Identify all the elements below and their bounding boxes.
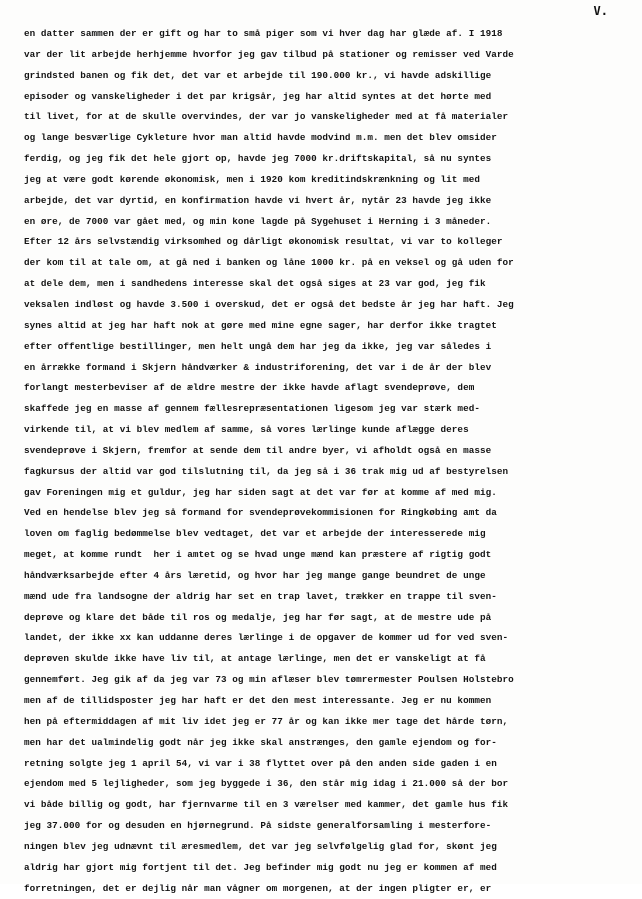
text-line: til livet, for at de skulle overvindes, der var jo vanskeligheder med at få materialer [24, 111, 509, 123]
text-line: ejendom med 5 lejligheder, som jeg byggede i 36, den står mig idag i 21.000 så der bor [24, 778, 509, 790]
text-line: hen på eftermiddagen af mit liv idet jeg er 77 år og kan ikke mer tage det hårde tørn, [24, 715, 509, 727]
text-line: at dele dem, men i sandhedens interesse skal det også siges at 23 var god, jeg fik [24, 278, 486, 290]
body-text [24, 24, 624, 899]
text-line: en datter sammen der er gift og har to små piger som vi hver dag har glæde af. I 1918 [24, 28, 503, 39]
text-line: men har det ualmindelig godt når jeg ikke skal anstrænges, den gamle ejendom og for- [24, 736, 497, 748]
text-line: men af de tillidsposter jeg har haft er det den mest interessante. Jeg er nu kommen [24, 695, 492, 706]
text-line: landet, der ikke xx kan uddanne deres lærlinge i de opgaver de kommer ud for ved sven- [24, 632, 509, 644]
text-line: ningen blev jeg udnævnt til æresmedlem, det var jeg selvfølgelig glad for, skønt jeg [24, 840, 497, 852]
text-line: meget, at komme rundt her i amtet og se hvad unge mænd kan præstere af rigtig godt [24, 549, 492, 561]
text-line: jeg at være godt kørende økonomisk, men i 1920 kom kreditindskrænkning og lit med [24, 173, 480, 185]
text-line: en årrække formand i Skjern håndværker & industriforening, det var i de år der blev [24, 361, 492, 373]
text-line: deprøve og klare det både til ros og medalje, jeg har før sagt, at de mestre ude på [24, 611, 492, 623]
text-line: og lange besværlige Cykleture hvor man altid havde modvind m.m. men det blev omsider [24, 132, 497, 144]
text-line: synes altid at jeg har haft nok at gøre med mine egne sager, har derfor ikke tragtet [24, 319, 497, 331]
text-line: gav Foreningen mig et guldur, jeg har siden sagt at det var før at komme af med mig. [24, 486, 497, 498]
text-line: Ved en hendelse blev jeg så formand for svendeprøvekommisionen for Ringkøbing amt da [24, 507, 497, 519]
text-line: fagkursus der altid var god tilslutning til, da jeg så i 36 trak mig ud af bestyrelsen [24, 465, 509, 477]
text-line: forlangt mesterbeviser af de ældre mestre der ikke havde aflagt svendeprøve, dem [24, 382, 475, 394]
text-line: virkende til, at vi blev medlem af samme, så vores lærlinge kunde aflægge deres [24, 424, 469, 436]
text-line: grindsted banen og fik det, det var et arbejde til 190.000 kr., vi havde adskillige [24, 69, 492, 81]
text-line: deprøven skulde ikke have liv til, at antage lærlinge, men det er vanskeligt at få [24, 653, 486, 665]
page-number: V. [593, 4, 608, 18]
text-line: var der lit arbejde herhjemme hvorfor jeg gav tilbud på stationer og remisser ved Varde [24, 48, 514, 60]
text-line: vi både billig og godt, har fjernvarme til en 3 værelser med kammer, det gamle hus fik [24, 799, 509, 811]
text-line: Efter 12 års selvstændig virksomhed og dårligt økonomisk resultat, vi var to kolleger [24, 236, 503, 248]
text-line: aldrig har gjort mig fortjent til det. Jeg befinder mig godt nu jeg er kommen af med [24, 861, 497, 873]
text-line: gennemført. Jeg gik af da jeg var 73 og min aflæser blev tømrermester Poulsen Holstebro [24, 674, 514, 686]
text-line: mænd ude fra landsogne der aldrig har set en trap lavet, trækker en trappe til sven- [24, 590, 497, 602]
text-line: ferdig, og jeg fik det hele gjort op, havde jeg 7000 kr.driftskapital, så nu syntes [24, 153, 492, 165]
text-line: jeg 37.000 for og desuden en hjørnegrund. På sidste generalforsamling i mesterfore- [24, 820, 492, 832]
text-line: en øre, de 7000 var gået med, og min kone lagde på Sygehuset i Herning i 3 måneder. [24, 215, 492, 227]
text-line: arbejde, det var dyrtid, en konfirmation havde vi hvert år, nytår 23 havde jeg ikke [24, 194, 492, 206]
text-line: loven om faglig bedømmelse blev vedtaget, det var et arbejde der interesserede mig [24, 528, 486, 540]
text-line: der kom til at tale om, at gå ned i banken og låne 1000 kr. på en veksel og gå uden for [24, 257, 514, 269]
text-line: episoder og vanskeligheder i det par krigsår, jeg har altid syntes at det hørte med [24, 90, 492, 102]
text-line: retning solgte jeg 1 april 54, vi var i 38 flyttet over på den anden side gaden i en [24, 757, 497, 769]
text-line: efter offentlige bestillinger, men helt ungå dem har jeg da ikke, jeg var således i [24, 340, 492, 352]
text-line: håndværksarbejde efter 4 års læretid, og hvor har jeg mange gange beundret de unge [24, 569, 486, 581]
text-line: forretningen, det er dejlig når man vågner om morgenen, at der ingen pligter er, er [24, 882, 492, 894]
text-line: svendeprøve i Skjern, fremfor at sende dem til andre byer, vi afholdt også en masse [24, 444, 492, 456]
text-line: skaffede jeg en masse af gennem fællesrepræsentationen ligesom jeg var stærk med- [24, 403, 480, 415]
text-line: veksalen indløst og havde 3.500 i overskud, det er også det bedste år jeg har haft. Jeg [24, 298, 514, 310]
